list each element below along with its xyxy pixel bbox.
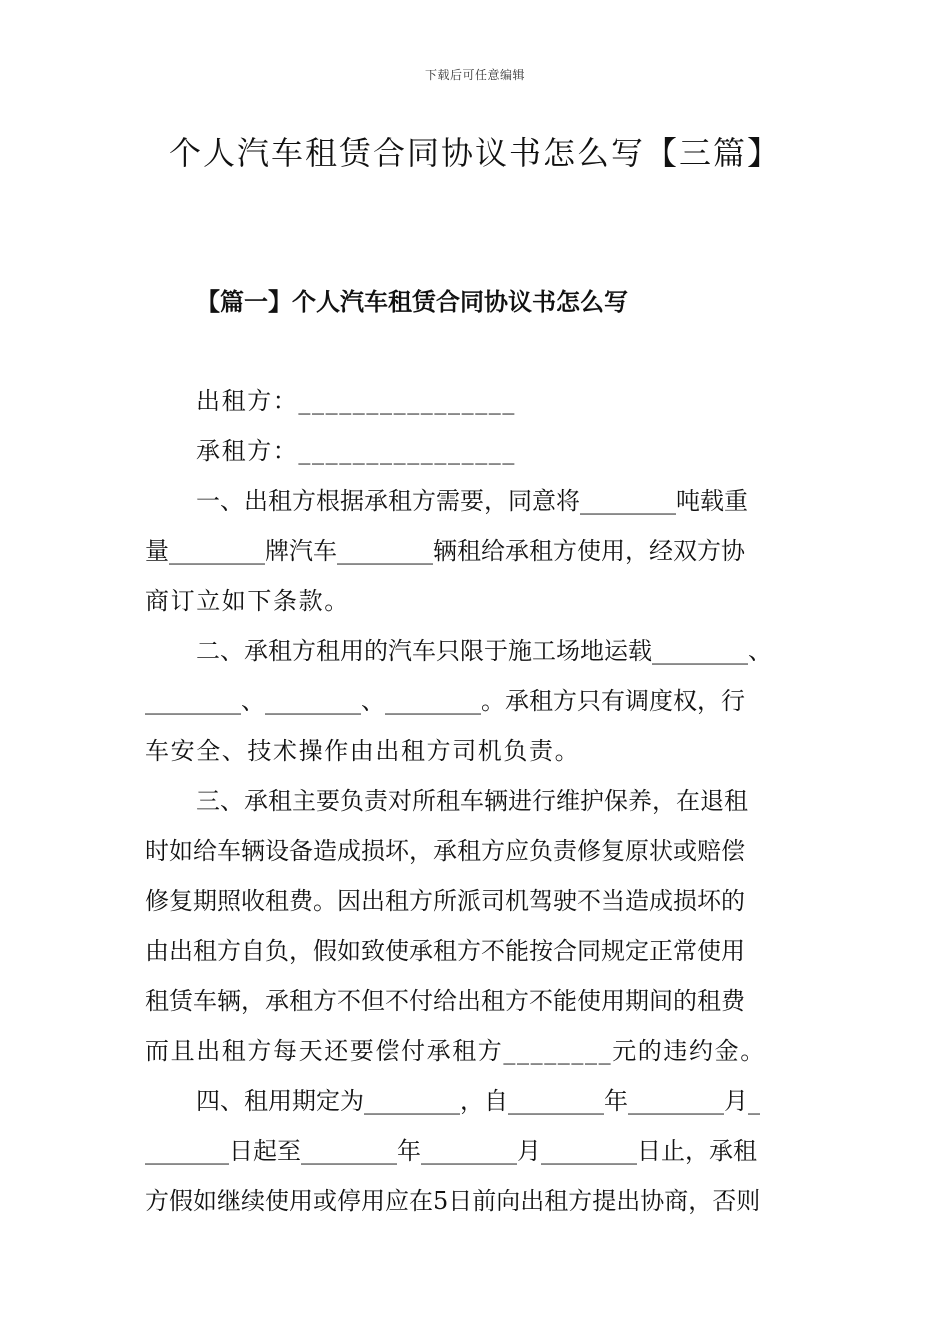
body-line: 车安全、技术操作由出租方司机负责。 <box>145 737 581 765</box>
body-line: 时如给车辆设备造成损坏，承租方应负责修复原状或赔偿 <box>145 837 745 865</box>
section-heading: 【篇一】个人汽车租赁合同协议书怎么写 <box>196 287 628 316</box>
body-line: 由出租方自负，假如致使承租方不能按合同规定正常使用 <box>145 937 745 965</box>
body-line: 一、出租方根据承租方需要，同意将________吨载重 <box>196 487 748 515</box>
body-line: 方假如继续使用或停用应在5日前向出租方提出协商，否则 <box>145 1187 761 1215</box>
body-line: 出租方：________________ <box>196 387 516 415</box>
body-line: _______日起至________年________月________日止，承租 <box>145 1137 757 1165</box>
header-note: 下载后可任意编辑 <box>424 68 525 82</box>
body-line: 三、承租主要负责对所租车辆进行维护保养，在退租 <box>196 787 748 815</box>
body-line: 商订立如下条款。 <box>145 587 350 615</box>
document-title: 个人汽车租赁合同协议书怎么写【三篇】 <box>168 134 781 172</box>
body-line: 承租方：________________ <box>196 437 516 465</box>
body-line: 租赁车辆，承租方不但不付给出租方不能使用期间的租费 <box>145 987 745 1015</box>
body-line: 修复期照收租费。因出租方所派司机驾驶不当造成损坏的 <box>145 887 745 915</box>
body-line: 量________牌汽车________辆租给承租方使用，经双方协 <box>145 537 745 565</box>
body-line: 四、租用期定为________，自________年________月_ <box>196 1087 760 1115</box>
body-line: 二、承租方租用的汽车只限于施工场地运载________、 <box>196 637 772 665</box>
body-line: ________、________、________。承租方只有调度权，行 <box>145 687 745 715</box>
body-line: 而且出租方每天还要偿付承租方________元的违约金。 <box>145 1037 766 1065</box>
